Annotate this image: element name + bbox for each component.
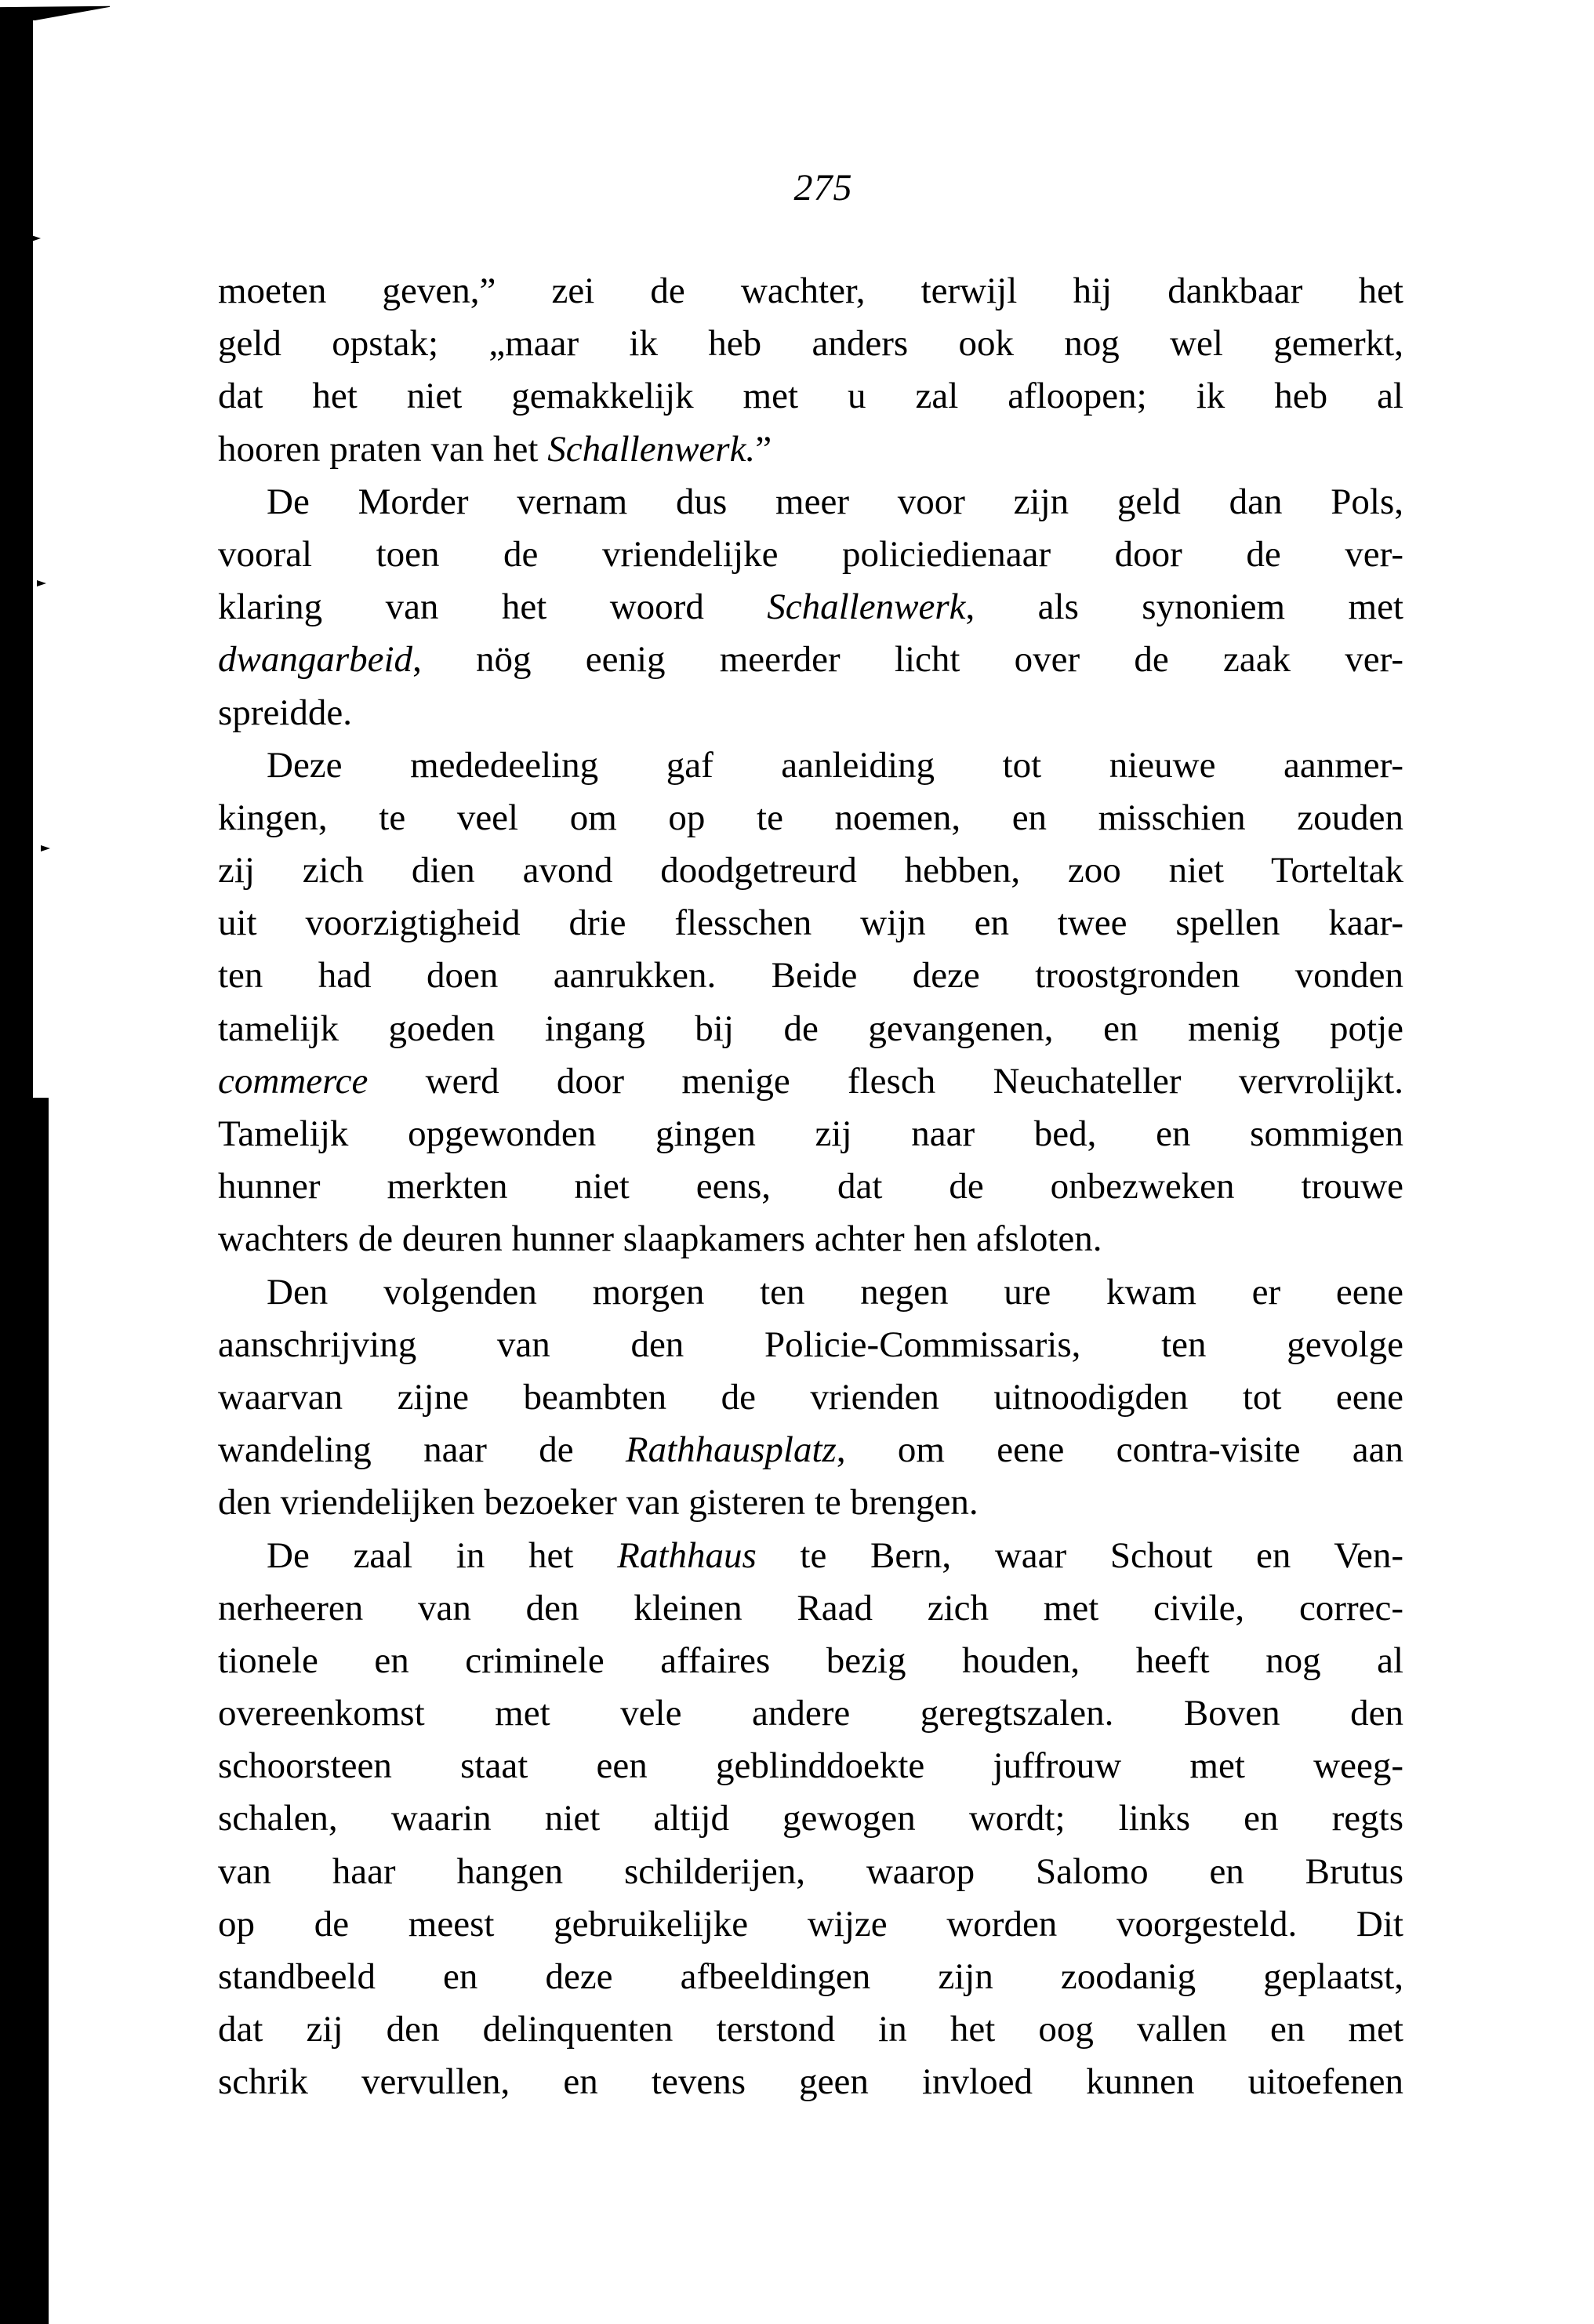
text-line	[218, 581, 1403, 634]
body-text	[218, 265, 1403, 2109]
text-run: klaring van het woord	[218, 586, 768, 628]
text-run: tamelijk goeden ingang bij de gevangenen, en menig potje	[218, 1008, 1403, 1049]
text-run: kingen, te veel om op te noemen, en misschien zouden	[218, 797, 1403, 838]
text-line	[218, 634, 1403, 686]
text-line	[218, 265, 1403, 318]
text-run: schalen, waarin niet altijd gewogen wordt; links en regts	[218, 1798, 1403, 1839]
text-run: overeenkomst met vele andere geregtszalen. Boven den	[218, 1693, 1403, 1734]
text-run: schrik vervullen, en tevens geen invloed kunnen uitoefenen	[218, 2061, 1403, 2103]
text-run: den vriendelijken bezoeker van gisteren te brengen.	[218, 1482, 979, 1523]
text-run: nerheeren van den kleinen Raad zich met civile, correc-	[218, 1587, 1403, 1629]
text-line	[218, 950, 1403, 1002]
text-run: geld opstak; „maar ik heb anders ook nog wel gemerkt,	[218, 323, 1403, 365]
text-run: spreidde.	[218, 692, 352, 733]
text-line	[218, 1266, 1403, 1319]
text-line	[218, 2003, 1403, 2056]
italic-term: Rathhaus	[617, 1534, 757, 1576]
text-run: uit voorzigtigheid drie flesschen wijn en twee spellen kaar-	[218, 902, 1403, 944]
text-line	[218, 1687, 1403, 1740]
italic-term: Schallenwerk.	[547, 428, 756, 470]
text-line	[218, 1003, 1403, 1055]
text-run: van haar hangen schilderijen, waarop Salomo en Brutus	[218, 1850, 1403, 1892]
text-line	[218, 1582, 1403, 1635]
italic-term: commerce	[218, 1060, 369, 1102]
text-run: dat het niet gemakkelijk met u zal afloopen; ik heb al	[218, 376, 1403, 417]
paragraph	[218, 1530, 1403, 2109]
scan-border-notch	[37, 580, 46, 586]
paragraph	[218, 476, 1403, 739]
text-line	[218, 318, 1403, 370]
text-run: moeten geven,” zei de wachter, terwijl hij dankbaar het	[218, 271, 1403, 311]
text-line	[218, 1371, 1403, 1424]
text-line	[218, 1424, 1403, 1476]
text-run: standbeeld en deze afbeeldingen zijn zoodanig geplaatst,	[218, 1956, 1403, 1997]
text-line	[218, 476, 1403, 528]
text-run: tionele en criminele affaires bezig houden, heeft nog al	[218, 1640, 1403, 1681]
text-run: schoorsteen staat een geblinddoekte juffrouw met weeg-	[218, 1745, 1403, 1787]
text-run: wachters de deuren hunner slaapkamers achter hen afsloten.	[218, 1218, 1102, 1260]
text-line	[218, 370, 1403, 423]
text-line	[218, 1213, 1403, 1265]
paragraph	[218, 265, 1403, 476]
text-line	[218, 528, 1403, 581]
text-run: De Morder vernam dus meer voor zijn geld dan Pols,	[267, 481, 1403, 522]
paragraph	[218, 1266, 1403, 1530]
text-run: De zaal in het	[267, 1534, 618, 1576]
text-run: Den volgenden morgen ten negen ure kwam er eene	[267, 1271, 1403, 1313]
text-run: op de meest gebruikelijke wijze worden voorgesteld. Dit	[218, 1903, 1403, 1945]
text-run: te Bern, waar Schout en Ven-	[756, 1534, 1403, 1576]
text-line	[218, 792, 1403, 844]
text-line	[218, 1635, 1403, 1687]
text-line	[218, 897, 1403, 950]
text-line	[218, 1319, 1403, 1371]
text-line	[218, 1476, 1403, 1529]
text-run: Deze mededeeling gaf aanleiding tot nieuwe aanmer-	[267, 744, 1403, 786]
text-line	[218, 1951, 1403, 2003]
scan-border-top-corner	[0, 0, 110, 20]
text-line	[218, 687, 1403, 739]
text-run: hooren praten van het	[218, 428, 548, 470]
text-run: ten had doen aanrukken. Beide deze troostgronden vonden	[218, 955, 1403, 997]
text-run: , om eene contra-visite aan	[836, 1429, 1403, 1471]
italic-term: Rathhausplatz	[625, 1429, 837, 1471]
text-line	[218, 1792, 1403, 1845]
scan-border-notch	[41, 845, 50, 852]
text-line	[218, 1846, 1403, 1898]
scan-border-notch	[31, 235, 41, 241]
text-run: dat zij den delinquenten terstond in het oog vallen en met	[218, 2009, 1403, 2050]
italic-term: Schallenwerk	[767, 586, 966, 628]
text-run: , als synoniem met	[965, 586, 1403, 628]
text-run: aanschrijving van den Policie-Commissaris, ten gevolge	[218, 1324, 1403, 1365]
text-line	[218, 739, 1403, 792]
text-line	[218, 1740, 1403, 1792]
text-line	[218, 423, 1403, 476]
text-run: hunner merkten niet eens, dat de onbezweken trouwe	[218, 1166, 1403, 1207]
text-run: waarvan zijne beambten de vrienden uitnoodigden tot eene	[218, 1376, 1403, 1418]
text-line	[218, 1108, 1403, 1160]
text-run: wandeling naar de	[218, 1429, 626, 1471]
text-run: vooral toen de vriendelijke policiedienaar door de ver-	[218, 533, 1403, 575]
paragraph	[218, 739, 1403, 1266]
text-run: werd door menige flesch Neuchateller vervrolijkt.	[368, 1060, 1403, 1102]
page-number: 275	[793, 167, 853, 209]
text-line	[218, 844, 1403, 897]
italic-term: dwangarbeid	[218, 639, 413, 681]
text-run: , nög eenig meerder licht over de zaak ver-	[412, 639, 1403, 681]
text-line	[218, 1055, 1403, 1108]
text-line	[218, 1530, 1403, 1582]
text-run: ”	[755, 428, 772, 470]
text-line	[218, 2056, 1403, 2108]
text-line	[218, 1160, 1403, 1213]
text-line	[218, 1898, 1403, 1951]
text-run: zij zich dien avond doodgetreurd hebben, zoo niet Torteltak	[218, 850, 1403, 891]
text-run: Tamelijk opgewonden gingen zij naar bed, en sommigen	[218, 1113, 1403, 1154]
scan-border-left-lower	[14, 1098, 49, 2324]
